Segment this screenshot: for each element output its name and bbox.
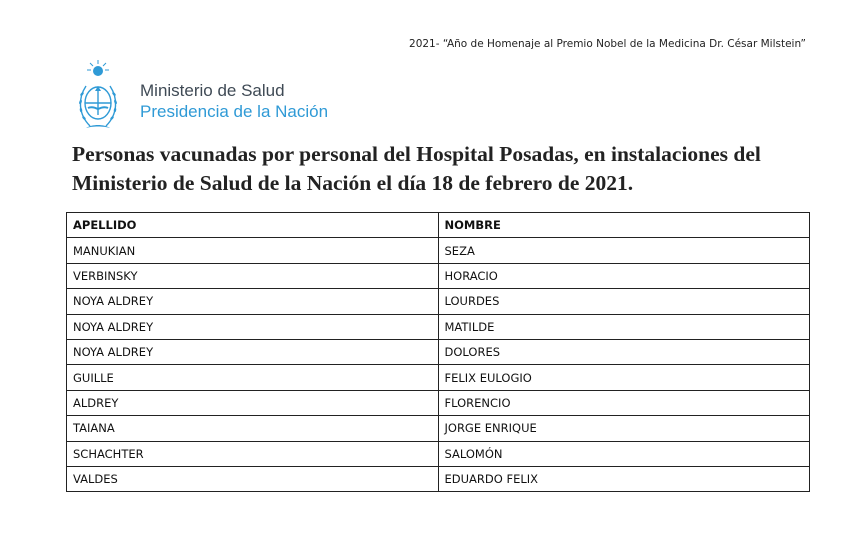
- cell-nombre: MATILDE: [438, 314, 810, 339]
- table-row: [67, 339, 810, 364]
- table-row: [67, 238, 810, 263]
- cell-apellido: NOYA ALDREY: [67, 314, 439, 339]
- table-row: [67, 365, 810, 390]
- document-title: Personas vacunadas por personal del Hospital Posadas, en instalaciones del Ministerio de Salud de la Nación el día 18 de febrero de 2021.: [72, 142, 761, 195]
- table-header-row: [67, 213, 810, 238]
- table-row: [67, 390, 810, 415]
- cell-nombre: FLORENCIO: [438, 390, 810, 415]
- table-row: [67, 289, 810, 314]
- cell-nombre: HORACIO: [438, 263, 810, 288]
- cell-apellido: MANUKIAN: [67, 238, 439, 263]
- presidency-line: Presidencia de la Nación: [140, 102, 329, 121]
- ministry-name-line: Ministerio de Salud: [140, 81, 285, 100]
- argentina-coat-of-arms-icon: [76, 58, 120, 138]
- cell-nombre: JORGE ENRIQUE: [438, 416, 810, 441]
- cell-nombre: SEZA: [438, 238, 810, 263]
- table-row: [67, 263, 810, 288]
- cell-nombre: EDUARDO FELIX: [438, 466, 810, 491]
- table-row: [67, 314, 810, 339]
- cell-apellido: NOYA ALDREY: [67, 289, 439, 314]
- ministry-name: [140, 80, 328, 122]
- cell-nombre: LOURDES: [438, 289, 810, 314]
- cell-nombre: FELIX EULOGIO: [438, 365, 810, 390]
- cell-apellido: ALDREY: [67, 390, 439, 415]
- cell-apellido: NOYA ALDREY: [67, 339, 439, 364]
- column-header-apellido: APELLIDO: [67, 213, 439, 238]
- header-motto: 2021- “Año de Homenaje al Premio Nobel de la Medicina Dr. César Milstein”: [409, 38, 806, 50]
- column-header-nombre: NOMBRE: [438, 213, 810, 238]
- cell-apellido: GUILLE: [67, 365, 439, 390]
- vaccinated-people-table: [66, 212, 810, 492]
- table-row: [67, 416, 810, 441]
- table-row: [67, 441, 810, 466]
- cell-apellido: VERBINSKY: [67, 263, 439, 288]
- cell-nombre: DOLORES: [438, 339, 810, 364]
- table-row: [67, 466, 810, 491]
- cell-apellido: VALDES: [67, 466, 439, 491]
- cell-apellido: TAIANA: [67, 416, 439, 441]
- cell-apellido: SCHACHTER: [67, 441, 439, 466]
- cell-nombre: SALOMÓN: [438, 441, 810, 466]
